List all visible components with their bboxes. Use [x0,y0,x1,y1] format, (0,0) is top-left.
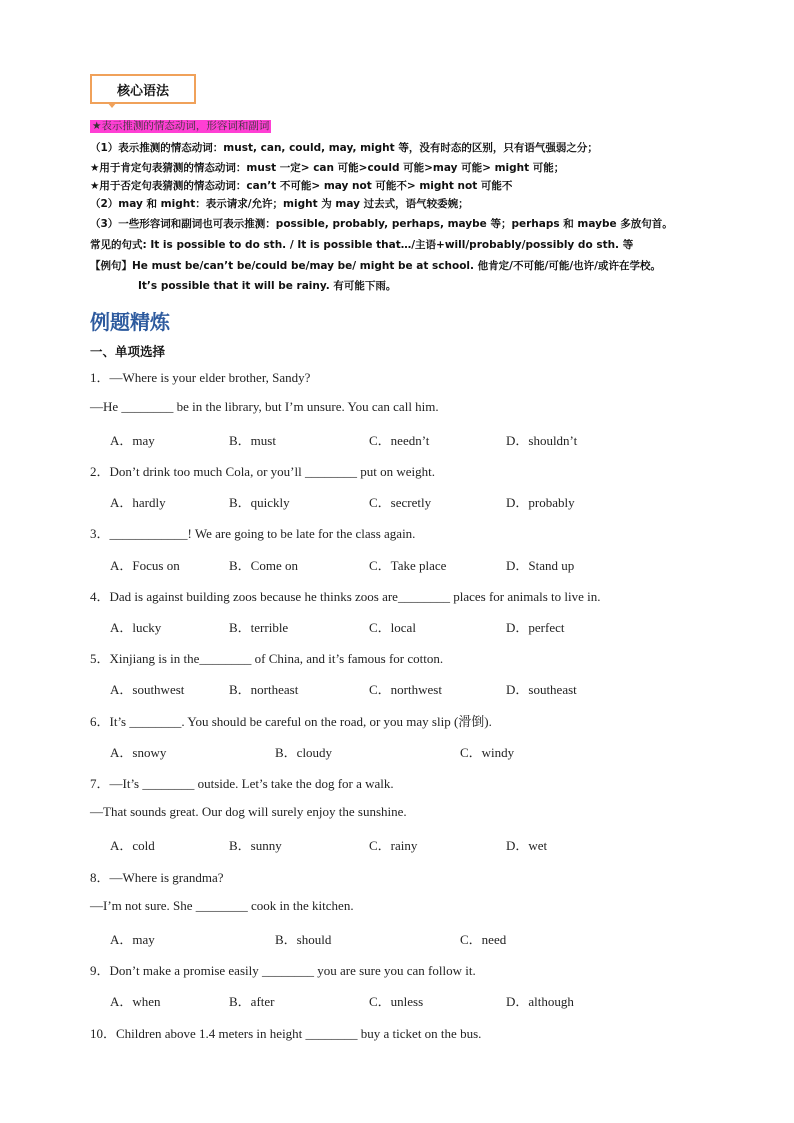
question-text: 10．Children above 1.4 meters in height ________ buy a ticket on the bus. [90,1026,482,1041]
option-a: A．may [110,932,155,947]
option-b: B．Come on [229,558,298,573]
option-a: A．southwest [110,682,185,697]
option-c: C．windy [460,745,515,760]
question-text: —I’m not sure. She ________ cook in the kitchen. [90,898,354,913]
option-b: B．cloudy [275,745,333,760]
option-b: B．after [229,994,275,1009]
option-c: C．unless [369,994,424,1009]
question-text: 1．—Where is your elder brother, Sandy? [90,370,311,385]
option-a: A．snowy [110,745,167,760]
grammar-line: （3）一些形容词和副词也可表示推测：possible, probably, perhaps, maybe 等；perhaps 和 maybe 多放句首。 [90,218,673,230]
option-c: C．need [460,932,507,947]
option-b: B．quickly [229,495,290,510]
grammar-line: （2）may 和 might：表示请求/允许；might 为 may 过去式，语气较委婉； [90,198,469,210]
option-b: B．terrible [229,620,289,635]
highlighted-grammar-title: ★表示推测的情态动词，形容词和副词 [92,120,270,132]
grammar-line: 常见的句式: It is possible to do sth. / It is possible that…/主语+will/probably/possibly do sth. 等 [90,239,634,251]
question-text: 7．—It’s ________ outside. Let’s take the dog for a walk. [90,776,394,791]
question-text: 8．—Where is grandma? [90,870,224,885]
grammar-line: （1）表示推测的情态动词：must, can, could, may, might 等，没有时态的区别，只有语气强弱之分； [90,142,598,154]
option-d: D．perfect [506,620,565,635]
section-title: 例题精炼 [90,310,170,334]
question-text: 2．Don’t drink too much Cola, or you’ll ________ put on weight. [90,464,435,479]
question-text: 4．Dad is against building zoos because he thinks zoos are________ places for animals to live in. [90,589,601,604]
option-c: C．northwest [369,682,442,697]
option-d: D．Stand up [506,558,575,573]
option-c: C．needn’t [369,433,430,448]
option-a: A．lucky [110,620,162,635]
option-b: B．northeast [229,682,299,697]
option-a: A．hardly [110,495,166,510]
option-a: A．cold [110,838,155,853]
option-c: C．Take place [369,558,447,573]
option-a: A．when [110,994,161,1009]
option-b: B．sunny [229,838,282,853]
option-a: A．may [110,433,155,448]
question-text: —That sounds great. Our dog will surely enjoy the sunshine. [90,804,407,819]
grammar-line: ★用于否定句表猜测的情态动词：can’t 不可能> may not 可能不> might not 可能不 [90,180,513,192]
option-b: B．should [275,932,332,947]
option-d: D．although [506,994,574,1009]
section-tag: 核心语法 [90,74,196,104]
question-text: 3．____________! We are going to be late for the class again. [90,526,416,541]
option-c: C．local [369,620,416,635]
question-text: —He ________ be in the library, but I’m unsure. You can call him. [90,399,439,414]
grammar-example: It’s possible that it will be rainy. 有可能下雨。 [138,280,397,292]
option-b: B．must [229,433,276,448]
part-title: 一、单项选择 [90,344,166,359]
section-tag-pointer [107,102,117,108]
option-a: A．Focus on [110,558,180,573]
option-c: C．secretly [369,495,432,510]
option-d: D．wet [506,838,548,853]
grammar-example: 【例句】He must be/can’t be/could be/may be/ might be at school. 他肯定/不可能/可能/也许/或许在学校。 [90,260,662,272]
option-c: C．rainy [369,838,418,853]
option-d: D．probably [506,495,575,510]
option-d: D．southeast [506,682,577,697]
question-text: 6．It’s ________. You should be careful on the road, or you may slip (滑倒). [90,714,492,729]
question-text: 5．Xinjiang is in the________ of China, and it’s famous for cotton. [90,651,444,666]
option-d: D．shouldn’t [506,433,578,448]
grammar-line: ★用于肯定句表猜测的情态动词：must 一定> can 可能>could 可能>may 可能> might 可能； [90,162,565,174]
question-text: 9．Don’t make a promise easily ________ you are sure you can follow it. [90,963,476,978]
